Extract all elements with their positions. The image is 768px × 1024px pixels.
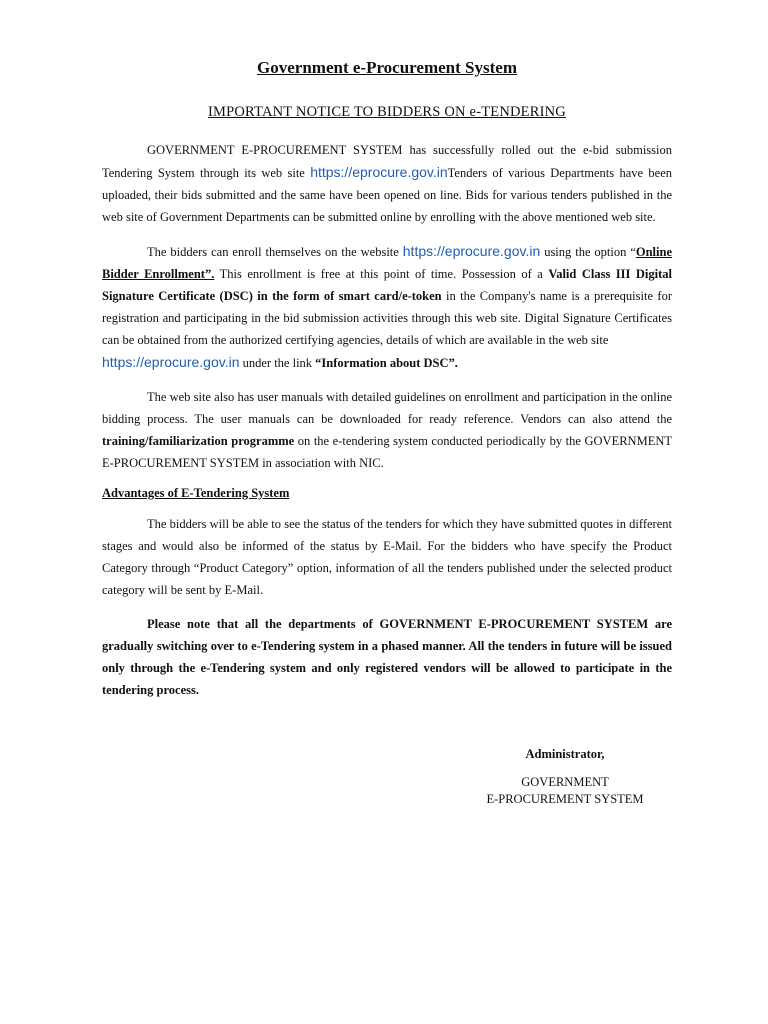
enrollment-text-4: in the Company's name is a prerequisite for registration and participating in the bid submission activities through this web site. Digital Signature Certificates can be obtained from the authorized certifying agencies, details of which are available in the web site xyxy=(102,289,672,347)
paragraph-intro-text-2: Tenders of various Departments have been uploaded, their bids submitted and the same have been opened on line. Bids for various tenders published in the web site of Government Departments can be submitted online by enrolling with the above mentioned web site. xyxy=(102,166,672,224)
document-title: Government e-Procurement System xyxy=(257,58,517,77)
paragraph-intro xyxy=(102,139,672,228)
manuals-text-1: The web site also has user manuals with detailed guidelines on enrollment and participation in the online bidding process. The user manuals can be downloaded for ready reference. Vendors can also attend the xyxy=(102,390,672,426)
manuals-text-2: on the e-tendering system conducted periodically by the GOVERNMENT E-PROCUREMENT SYSTEM in association with NIC. xyxy=(102,434,672,470)
paragraph-enrollment xyxy=(102,240,672,374)
paragraph-intro-text-1: GOVERNMENT E-PROCUREMENT SYSTEM has successfully rolled out the e-bid submission Tendering System through its web site xyxy=(102,143,672,180)
eprocure-link[interactable]: https://eprocure.gov.in xyxy=(310,164,448,180)
eprocure-link-enroll[interactable]: https://eprocure.gov.in xyxy=(402,243,541,259)
advantages-heading: Advantages of E-Tendering System xyxy=(102,486,290,500)
eprocure-link-dsc[interactable]: https://eprocure.gov.in xyxy=(102,354,240,370)
notice-subtitle: IMPORTANT NOTICE TO BIDDERS ON e-TENDERING xyxy=(208,104,566,120)
enrollment-text-3: This enrollment is free at this point of time. Possession of a xyxy=(214,267,549,281)
paragraph-notice: Please note that all the departments of GOVERNMENT E-PROCUREMENT SYSTEM are gradually switching over to e-Tendering system in a phased manner. All the tenders in future will be issued only through the e-Tendering system and only registered vendors will be allowed to participate in the tendering process. xyxy=(102,617,672,697)
enrollment-text-1: The bidders can enroll themselves on the website xyxy=(147,245,403,259)
dsc-requirement: Valid Class III Digital Signature Certificate (DSC) in the form of smart card/e-token xyxy=(102,267,672,303)
paragraph-manuals xyxy=(102,386,672,474)
enrollment-text-2: using the option “ xyxy=(540,245,636,259)
signature-block xyxy=(480,744,650,808)
signature-org-line-1: GOVERNMENT xyxy=(521,775,609,789)
information-about-dsc-label: “Information about DSC”. xyxy=(315,356,458,370)
enrollment-text-5: under the link xyxy=(239,356,316,370)
paragraph-advantages: The bidders will be able to see the status of the tenders for which they have submitted quotes in different stages and would also be informed of the status by E-Mail. For the bidders who have specify the Product Category through “Product Category” option, information of all the tenders published under the selected product category will be sent by E-Mail. xyxy=(102,517,672,597)
document-page xyxy=(102,58,672,701)
signature-role: Administrator, xyxy=(525,747,605,761)
signature-org-line-2: E-PROCUREMENT SYSTEM xyxy=(486,792,644,806)
online-bidder-enrollment-label: Online Bidder Enrollment”. xyxy=(102,245,672,281)
training-programme-label: training/familiarization programme xyxy=(102,434,295,448)
